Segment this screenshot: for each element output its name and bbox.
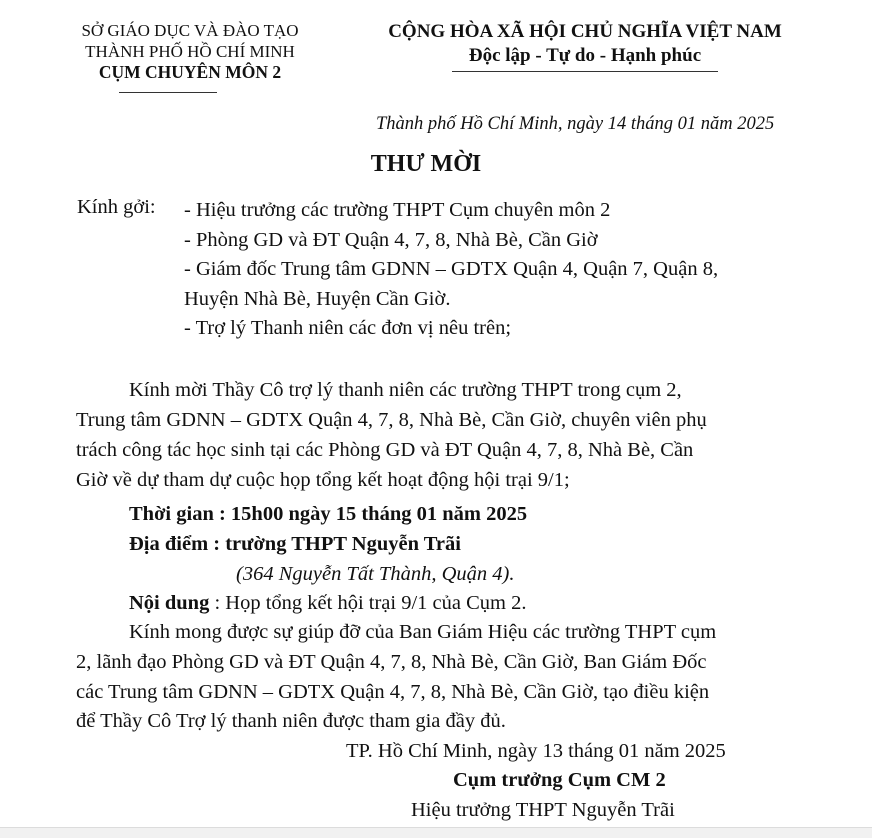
org-dept-line: SỞ GIÁO DỤC VÀ ĐÀO TẠO [81,21,299,40]
meeting-content-label: Nội dung [129,592,210,614]
body-paragraph-line: Kính mong được sự giúp đỡ của Ban Giám Hiệu các trường THPT cụm [129,621,717,643]
recipient-item: - Giám đốc Trung tâm GDNN – GDTX Quận 4, Quận 7, Quận 8, [184,258,719,280]
national-title: CỘNG HÒA XÃ HỘI CHỦ NGHĨA VIỆT NAM [388,21,782,42]
meeting-time: Thời gian : 15h00 ngày 15 tháng 01 năm 2025 [129,503,528,525]
national-motto: Độc lập - Tự do - Hạnh phúc [468,45,702,66]
body-paragraph-line: Giờ về dự tham dự cuộc họp tổng kết hoạt động hội trại 9/1; [76,469,570,491]
document-title: THƯ MỜI [370,151,482,177]
meeting-place: Địa điểm : trường THPT Nguyễn Trãi [129,533,461,555]
recipients-list [184,196,718,344]
meeting-content-text: : Họp tổng kết hội trại 9/1 của Cụm 2. [209,592,527,614]
signature-name-title: Hiệu trưởng THPT Nguyễn Trãi [411,799,675,821]
recipient-item: - Hiệu trưởng các trường THPT Cụm chuyên môn 2 [184,199,611,221]
org-cluster-line: CỤM CHUYÊN MÔN 2 [98,62,282,82]
recipient-item: - Trợ lý Thanh niên các đơn vị nêu trên; [184,317,512,339]
org-header-underline [119,92,217,93]
body-paragraph-line: Trung tâm GDNN – GDTX Quận 4, 7, 8, Nhà Bè, Cần Giờ, chuyên viên phụ [76,409,707,431]
national-motto-underline [452,71,718,72]
recipients-label: Kính gởi: [77,196,156,218]
recipient-item: Huyện Nhà Bè, Huyện Cần Giờ. [184,287,451,310]
national-header [360,20,810,68]
body-paragraph-line: để Thầy Cô Trợ lý thanh niên được tham gia đầy đủ. [76,710,506,732]
meeting-address: (364 Nguyễn Tất Thành, Quận 4). [236,563,515,585]
body-paragraph-line: trách công tác học sinh tại các Phòng GD và ĐT Quận 4, 7, 8, Nhà Bè, Cần [76,439,694,461]
page-bottom-edge [0,827,872,838]
meeting-content [129,592,526,615]
org-city-line: THÀNH PHỐ HỒ CHÍ MINH [85,42,295,61]
signature-place-date: TP. Hồ Chí Minh, ngày 13 tháng 01 năm 2025 [346,740,726,762]
signature-role: Cụm trưởng Cụm CM 2 [453,769,666,791]
org-header [60,20,320,83]
body-paragraph-line: các Trung tâm GDNN – GDTX Quận 4, 7, 8, Nhà Bè, Cần Giờ, tạo điều kiện [76,681,710,703]
body-paragraph-line: Kính mời Thầy Cô trợ lý thanh niên các trường THPT trong cụm 2, [129,379,682,401]
recipient-item: - Phòng GD và ĐT Quận 4, 7, 8, Nhà Bè, Cần Giờ [184,228,598,251]
body-paragraph-line: 2, lãnh đạo Phòng GD và ĐT Quận 4, 7, 8, Nhà Bè, Cần Giờ, Ban Giám Đốc [76,651,707,673]
issue-date: Thành phố Hồ Chí Minh, ngày 14 tháng 01 năm 2025 [376,114,775,134]
